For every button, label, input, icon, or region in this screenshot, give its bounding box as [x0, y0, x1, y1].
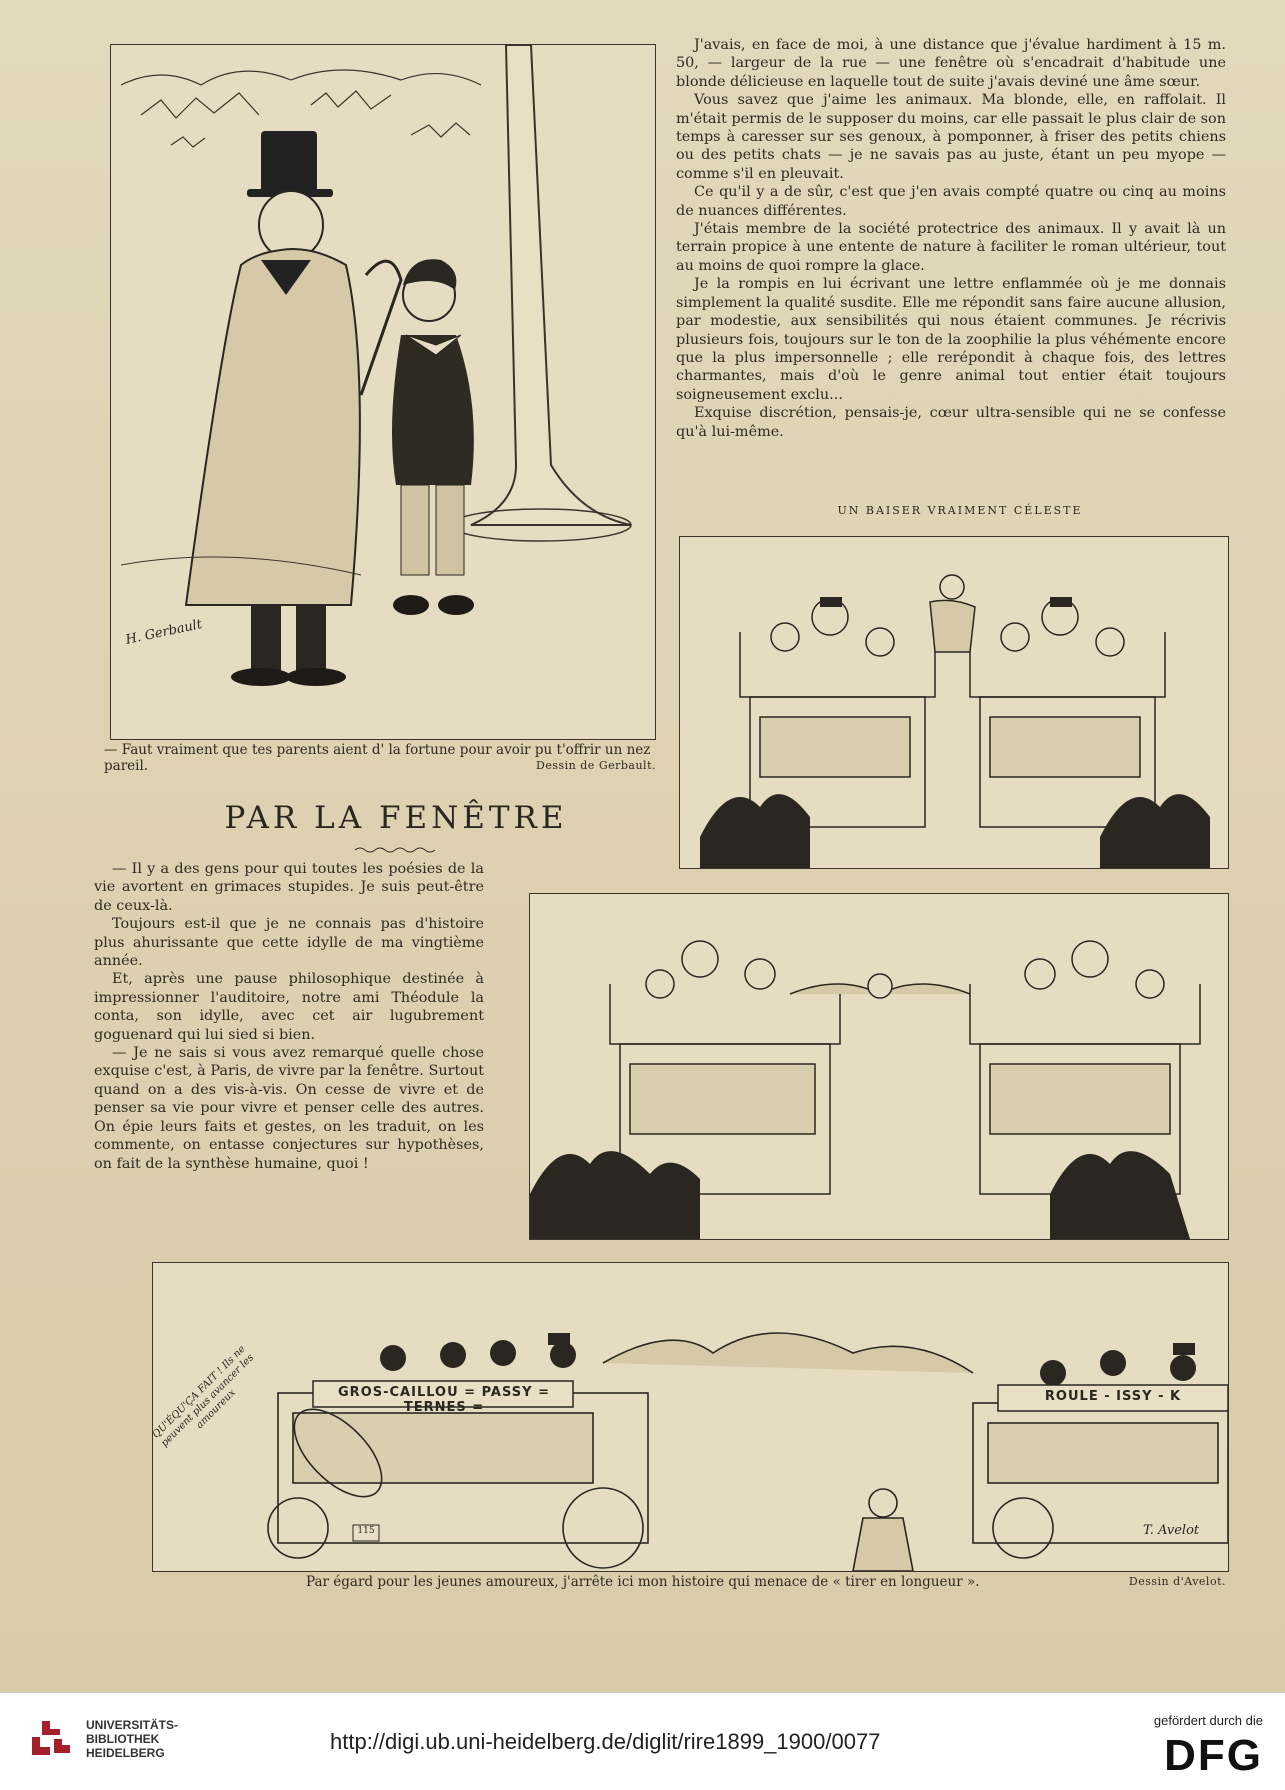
avelot-signature: T. Avelot — [1143, 1523, 1200, 1538]
gerbault-signature: H. Gerbault — [124, 617, 204, 648]
paragraph: Toujours est-il que je ne connais pas d'histoire plus ahurissante que cette idylle de ma vingtième année. — [94, 916, 484, 970]
paragraph: Vous savez que j'aime les animaux. Ma blonde, elle, en raffolait. Il m'était permis de le supposer du moins, car elle passait le plus clair de son temps à caresser sur ses genoux, à pomponner, à friser des petits chiens ou des petits chats — je ne savais pas au juste, étant un peu myope — comme s'il en pleuvait. — [676, 92, 1226, 182]
panel-buses-side-by-side — [679, 536, 1229, 869]
paragraph: — Je ne sais si vous avez remarqué quelle chose exquise c'est, à Paris, de vivre par la fenêtre. Surtout quand on a des vis-à-vis. On cesse de vivre et de penser sa vie pour vivre et penser celle des autres. On épie leurs faits et gestes, on les traduit, on les commente, on entasse conjectures sur hypothèses, on fait de la synthèse humaine, quoi ! — [94, 1045, 484, 1172]
title-ornament — [355, 846, 435, 854]
library-name[interactable] — [86, 1718, 196, 1760]
paragraph: Ce qu'il y a de sûr, c'est que j'en avais compté quatre ou cinq au moins de nuances différentes. — [676, 184, 1226, 219]
paragraph: Je la rompis en lui écrivant une lettre enflammée où je me donnais simplement la qualité susdite. Elle me répondit sans faire aucune allusion, par modestie, aux sensibilités qui nous étaient communes. Je récrivis plusieurs fois, toujours sur le ton de la zoophilie la plus véhémente encore que la plus impersonnelle ; elle rerépondit à chaque fois, des lettres charmantes, mais d'où le genre animal tout entier était toujours soigneusement exclu... — [676, 276, 1226, 403]
bus-number: 115 — [357, 1526, 375, 1536]
gentleman-drawing — [111, 45, 655, 739]
bus-left-sign: GROS-CAILLOU = PASSY = TERNES = — [338, 1385, 550, 1415]
article-title: PAR LA FENÊTRE — [224, 800, 568, 836]
buses-drawing-3 — [153, 1263, 1228, 1571]
article-left-column — [94, 860, 484, 1173]
funding-label: gefördert durch die — [1153, 1713, 1263, 1728]
illustration-gentleman-and-boy — [110, 44, 656, 740]
panel-buses-stretched — [152, 1262, 1229, 1572]
library-line: BIBLIOTHEK — [86, 1732, 160, 1746]
paragraph: Et, après une pause philosophique destinée à impressionner l'auditoire, notre ami Théodule la conta, son idylle, avec cet air lugubrement goguenard qui lui sied si bien. — [94, 971, 484, 1043]
gerbault-caption — [104, 742, 656, 774]
buses-drawing-1 — [680, 537, 1228, 868]
paragraph: Exquise discrétion, pensais-je, cœur ultra-sensible qui ne se confesse qu'à lui-même. — [676, 405, 1226, 440]
gerbault-credit: Dessin de Gerbault. — [536, 759, 656, 772]
article-right-column — [676, 36, 1226, 441]
paragraph: — Il y a des gens pour qui toutes les poésies de la vie avortent en grimaces stupides. Je suis peut-être de ceux-là. — [94, 861, 484, 914]
permalink-url[interactable]: http://digi.ub.uni-heidelberg.de/diglit/rire1899_1900/0077 — [330, 1729, 881, 1754]
viewer-footer — [0, 1692, 1285, 1790]
avelot-credit: Dessin d'Avelot. — [1128, 1575, 1226, 1588]
library-line: UNIVERSITÄTS- — [86, 1718, 179, 1732]
bus-right-sign: ROULE - ISSY - K — [1044, 1389, 1182, 1404]
avelot-caption — [306, 1574, 1226, 1590]
buses-drawing-2 — [530, 894, 1228, 1239]
dfg-logo[interactable]: DFG — [1164, 1731, 1263, 1780]
library-line: HEIDELBERG — [86, 1746, 165, 1760]
paragraph: J'étais membre de la société protectrice des animaux. Il y avait là un terrain propice à une entente de nature à faciliter le roman ultérieur, tout au moins de quoi rompre la glace. — [676, 221, 1226, 274]
strip-title: UN BAISER VRAIMENT CÉLESTE — [837, 504, 1083, 517]
speech-bubble-text: QU'ÉQU'ÇA FAIT ! Ils ne peuvent plus avancer les amoureux — [150, 1343, 257, 1450]
avelot-caption-text: Par égard pour les jeunes amoureux, j'arrête ici mon histoire qui menace de « tirer en longueur ». — [306, 1574, 980, 1590]
panel-buses-reaching — [529, 893, 1229, 1240]
paragraph: J'avais, en face de moi, à une distance que j'évalue hardiment à 15 m. 50, — largeur de la rue — une fenêtre où s'encadrait d'habitude une blonde délicieuse en laquelle tout de suite j'avais deviné une âme sœur. — [676, 37, 1226, 90]
university-library-logo-icon[interactable] — [28, 1713, 74, 1759]
gerbault-caption-text: — Faut vraiment que tes parents aient d' la fortune pour avoir pu t'offrir un nez pareil. — [104, 742, 651, 774]
